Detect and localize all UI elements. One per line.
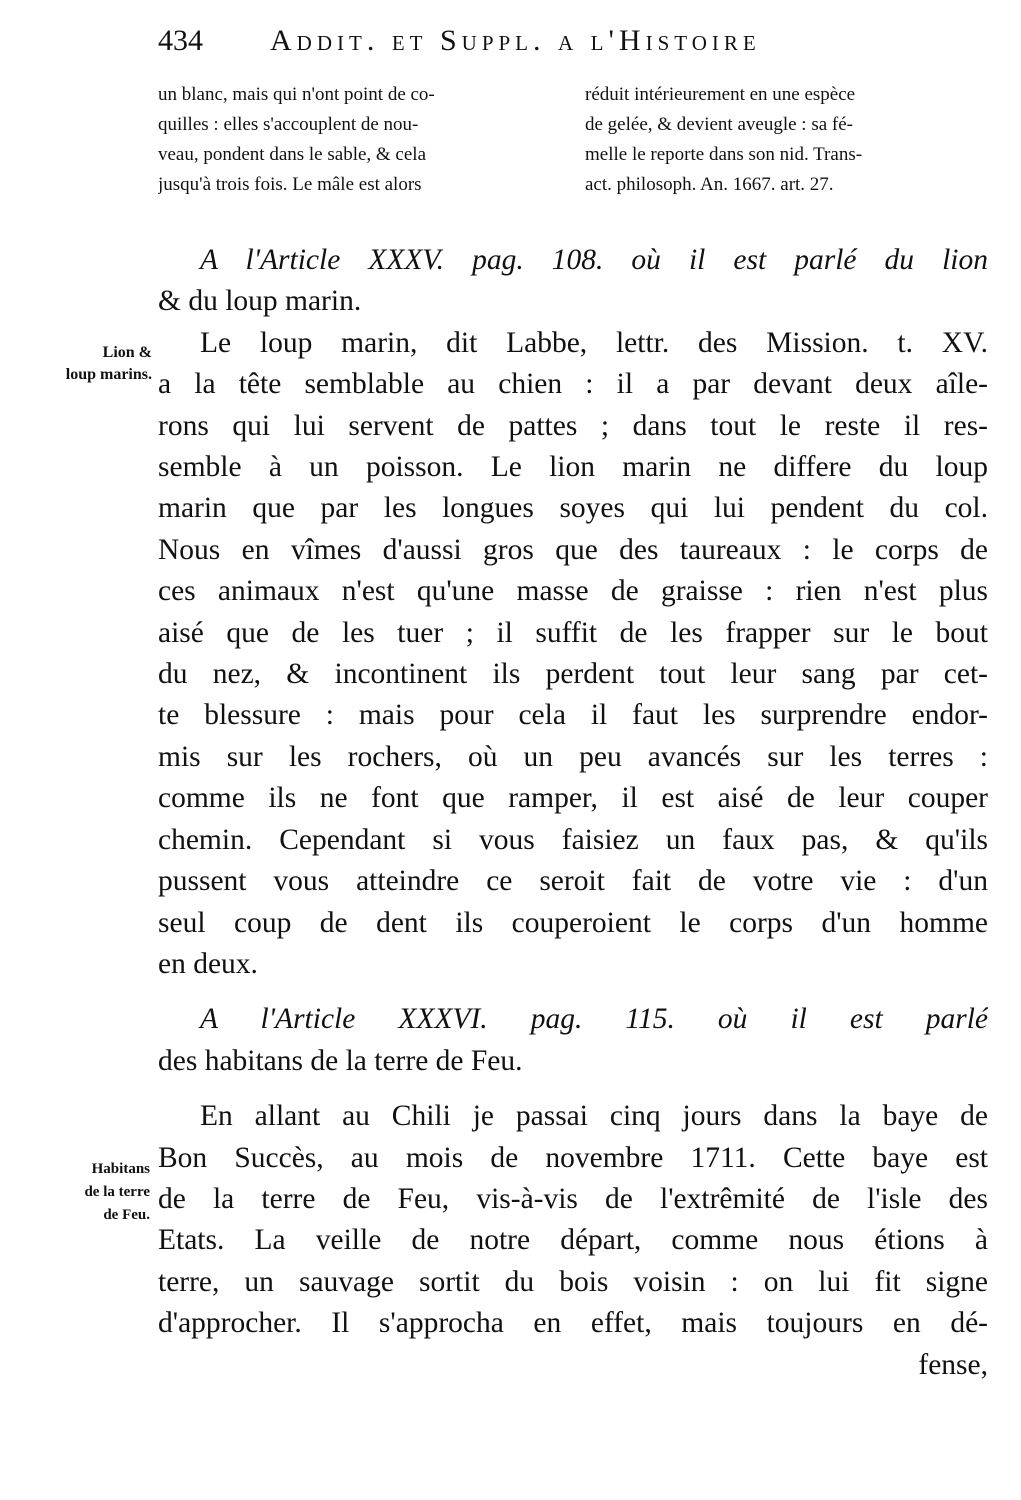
page-number: 434 <box>158 24 203 57</box>
body-line: Bon Succès, au mois de novembre 1711. Cette baye est <box>158 1141 988 1174</box>
margin-note-line: Lion & <box>102 344 152 361</box>
paragraph-gap <box>158 985 988 999</box>
column-line: act. philosoph. An. 1667. art. 27. <box>585 174 834 195</box>
body-line: te blessure : mais pour cela il faut les surprendre endor- <box>158 699 988 732</box>
body-line: en deux. <box>158 947 258 980</box>
section-heading-line: A l'Article XXXV. pag. 108. où il est parlé du lion <box>200 244 988 276</box>
body-line: mis sur les rochers, où un peu avancés sur les terres : <box>158 740 988 773</box>
column-line: un blanc, mais qui n'ont point de co- <box>158 84 435 105</box>
body-line: des habitans de la terre de Feu. <box>158 1044 523 1077</box>
column-line: réduit intérieurement en une espèce <box>585 84 856 105</box>
body-line: comme ils ne font que ramper, il est aisé de leur couper <box>158 782 988 815</box>
body-line: seul coup de dent ils couperoient le corps d'un homme <box>158 906 988 939</box>
column-line: melle le reporte dans son nid. Trans- <box>585 144 863 165</box>
column-line: veau, pondent dans le sable, & cela <box>158 144 427 165</box>
column-line: de gelée, & devient aveugle : sa fé- <box>585 114 853 135</box>
margin-note-lion <box>28 342 152 386</box>
body-text <box>158 240 988 1386</box>
body-line: Le loup marin, dit Labbe, lettr. des Mission. t. XV. <box>200 326 988 359</box>
body-line: d'approcher. Il s'approcha en effet, mais toujours en dé- <box>158 1307 988 1340</box>
body-line: & du loup marin. <box>158 285 362 318</box>
top-right-column <box>585 80 995 200</box>
page-header <box>158 22 988 62</box>
margin-note-line: de la terre <box>84 1184 150 1200</box>
margin-note-line: Habitans <box>91 1161 150 1177</box>
margin-note-line: loup marins. <box>65 366 152 383</box>
body-line: de la terre de Feu, vis-à-vis de l'extrêmité de l'isle des <box>158 1182 988 1215</box>
paragraph-gap <box>158 1082 988 1096</box>
body-line: du nez, & incontinent ils perdent tout leur sang par cet- <box>158 658 988 691</box>
body-line: marin que par les longues soyes qui lui pendent du col. <box>158 492 988 525</box>
body-line: pussent vous atteindre ce seroit fait de votre vie : d'un <box>158 865 988 898</box>
body-line: a la tête semblable au chien : il a par devant deux aîle- <box>158 368 988 401</box>
body-line: ces animaux n'est qu'une masse de graisse : rien n'est plus <box>158 575 988 608</box>
body-line: terre, un sauvage sortit du bois voisin : on lui fit signe <box>158 1265 988 1298</box>
column-line: jusqu'à trois fois. Le mâle est alors <box>158 174 422 195</box>
body-line: Etats. La veille de notre départ, comme nous étions à <box>158 1224 988 1257</box>
top-left-column <box>158 80 568 200</box>
body-line: Nous en vîmes d'aussi gros que des taureaux : le corps de <box>158 533 988 566</box>
body-line: chemin. Cependant si vous faisiez un faux pas, & qu'ils <box>158 823 988 856</box>
body-line: rons qui lui servent de pattes ; dans tout le reste il res- <box>158 409 988 442</box>
margin-note-line: de Feu. <box>103 1207 150 1223</box>
running-title: Addit. et Suppl. a l'Histoire <box>270 24 761 57</box>
body-line: semble à un poisson. Le lion marin ne differe du loup <box>158 451 988 484</box>
body-line: aisé que de les tuer ; il suffit de les frapper sur le bout <box>158 616 988 649</box>
section-heading-line: A l'Article XXXVI. pag. 115. où il est parlé <box>200 1003 988 1036</box>
body-line: fense, <box>918 1348 988 1381</box>
column-line: quilles : elles s'accouplent de nou- <box>158 114 419 135</box>
margin-note-habitans <box>20 1158 150 1227</box>
body-line: En allant au Chili je passai cinq jours dans la baye de <box>200 1100 988 1133</box>
